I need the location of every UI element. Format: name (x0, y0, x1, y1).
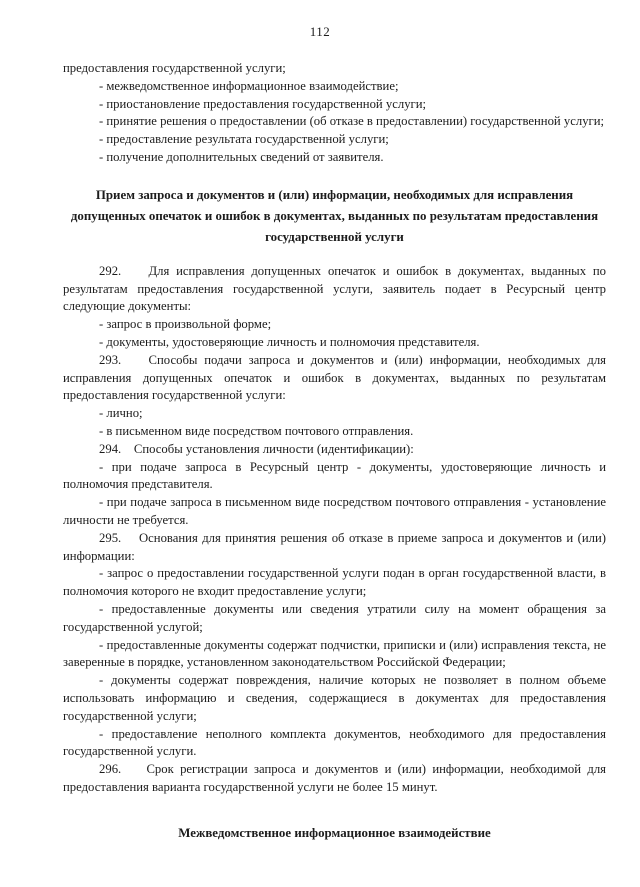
list-item: - документы, удостоверяющие личность и полномочия представителя. (99, 334, 480, 349)
section-heading-interagency: Межведомственное информационное взаимодействие (178, 825, 491, 840)
list-item: - межведомственное информационное взаимодействие; (99, 78, 399, 93)
list-item: - в письменном виде посредством почтового отправления. (99, 423, 414, 438)
list-item: - приостановление предоставления государственной услуги; (99, 96, 427, 111)
page-number: 112 (309, 24, 331, 39)
numbered-paragraph-294: 294. Способы установления личности (идентификации): (99, 441, 414, 456)
numbered-paragraph-296: 296. Срок регистрации запроса и документов и (или) информации, необходимой для предоставления варианта государственной услуги не более 15 минут. (63, 762, 606, 794)
list-item: - при подаче запроса в Ресурсный центр - документы, удостоверяющие личность и полномочия представителя. (63, 459, 606, 492)
list-item: - лично; (99, 406, 143, 421)
numbered-paragraph-292: 292. Для исправления допущенных опечаток и ошибок в документах, выданных по результатам предоставления государственной услуги, заявитель подает в Ресурсный центр следующие документы: (63, 263, 606, 314)
list-item: - принятие решения о предоставлении (об отказе в предоставлении) государственной услуги; (99, 114, 605, 129)
page-content (63, 60, 606, 844)
paragraph-continuation: предоставления государственной услуги; (63, 61, 286, 75)
list-item: - запрос о предоставлении государственной услуги подан в орган государственной власти, в полномочия которого не входит предоставление услуги; (63, 566, 606, 599)
list-item: - предоставление результата государственной услуги; (99, 132, 389, 147)
list-item: - предоставленные документы содержат подчистки, приписки и (или) исправления текста, не заверенные в порядке, установленном законодательством Российской Федерации; (63, 637, 606, 670)
numbered-paragraph-293: 293. Способы подачи запроса и документов и (или) информации, необходимых для исправления допущенных опечаток и ошибок в документах, выданных по результатам предоставления государственной услуги: (63, 352, 606, 403)
list-item: - документы содержат повреждения, наличие которых не позволяет в полном объеме использовать информацию и сведения, содержащиеся в документах для предоставления государственной услуги; (63, 673, 606, 723)
section-heading-correction: Прием запроса и документов и (или) информации, необходимых для исправления допущенных опечаток и ошибок в документах, выданных по результатам предоставления государственной услуги (70, 187, 599, 244)
list-item: - получение дополнительных сведений от заявителя. (99, 149, 384, 164)
list-item: - предоставление неполного комплекта документов, необходимого для предоставления государственной услуги. (63, 726, 606, 759)
list-item: - предоставленные документы или сведения утратили силу на момент обращения за государственной услугой; (63, 601, 606, 634)
list-item: - при подаче запроса в письменном виде посредством почтового отправления - установление личности не требуется. (63, 495, 606, 527)
list-item: - запрос в произвольной форме; (99, 317, 272, 332)
numbered-paragraph-295: 295. Основания для принятия решения об отказе в приеме запроса и документов и (или) информации: (63, 530, 606, 563)
